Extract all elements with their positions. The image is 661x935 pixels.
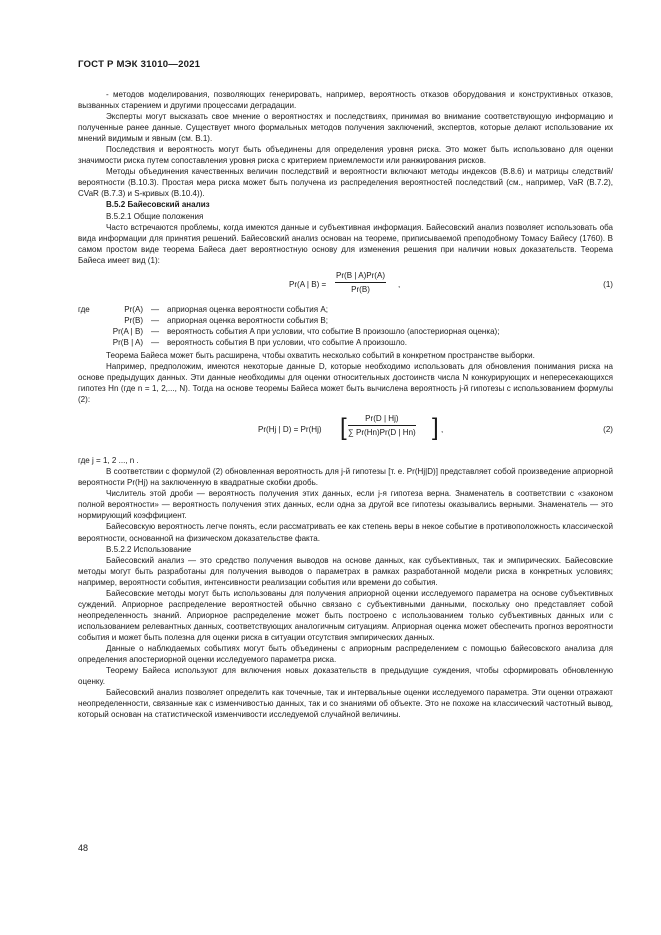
right-bracket: ]: [432, 414, 439, 442]
definition-symbol: Pr(A): [124, 304, 143, 314]
definition-text: вероятность события A при условии, что событие B произошло (апостериорная оценка);: [167, 326, 500, 336]
definition-symbol: Pr(A | B): [112, 326, 143, 336]
equation-2-fraction: [348, 413, 416, 438]
equation-2-punct: ,: [441, 425, 444, 435]
paragraph: Эксперты могут высказать свое мнение о вероятностях и последствиях, принимая во внимание соответствующую информацию и полученные ранее данные. Существует много формальных методов получения заключений, экспертов, которые делают использование их мнений видимым и явным (см. B.1).: [78, 112, 613, 144]
equation-2-lhs: Pr(Hj | D) = Pr(Hj): [258, 425, 322, 435]
subsection-heading-b521: B.5.2.1 Общие положения: [106, 211, 204, 221]
page-number: 48: [78, 843, 89, 853]
paragraph: где j = 1, 2 ..., n .: [78, 456, 139, 466]
definition-dash: —: [150, 304, 160, 314]
equation-2-number: (2): [603, 425, 613, 435]
paragraph: Последствия и вероятность могут быть объединены для определения уровня риска. Это может быть использовано для оценки значимости риска путем сопоставления уровня риска с критерием приемлемости или ранжирования рисков.: [78, 145, 613, 166]
symbol-definitions: [78, 304, 613, 348]
equation-1-numerator: Pr(B | A)Pr(A): [335, 270, 386, 283]
definition-text: априорная оценка вероятности события A;: [167, 304, 328, 314]
definition-dash: —: [150, 337, 160, 347]
definition-row: [78, 326, 613, 337]
definition-text: вероятность события B при условии, что событие A произошло.: [167, 337, 407, 347]
equation-2-numerator: Pr(D | Hj): [348, 413, 416, 426]
definition-symbol: Pr(B | A): [112, 337, 143, 347]
paragraph: Теорему Байеса используют для включения новых доказательств в предыдущие суждения, чтобы сформировать обновленную оценку.: [78, 666, 613, 687]
subsection-heading-b522: B.5.2.2 Использование: [106, 544, 192, 554]
equation-1-punct: ,: [398, 279, 401, 289]
equation-1-lhs: Pr(A | B) =: [289, 279, 327, 289]
definition-row: [78, 337, 613, 348]
paragraph: Например, предположим, имеются некоторые данные D, которые необходимо использовать для обновления понимания риска на основе предыдущих данных. Эти данные необходимы для оценки относительных достоинств числа N конкурирующих и непересекающихся гипотез Hn (где n = 1, 2,..., N). Тогда на основе теоремы Байеса может быть вычислена вероятность j-й гипотезы с использованием формулы (2):: [78, 361, 613, 405]
paragraph: Байесовский анализ — это средство получения выводов на основе данных, как субъективных, так и эмпирических. Байесовские методы могут быть разработаны для получения выводов о параметрах в рамках разработанной модели риска в конкретных условиях; например, вероятности события, интенсивности реализации события или времени до события.: [78, 555, 613, 587]
definition-dash: —: [150, 326, 160, 336]
definition-text: априорная оценка вероятности события B;: [167, 315, 328, 325]
left-bracket: [: [340, 414, 347, 442]
definition-symbol: Pr(B): [124, 315, 143, 325]
document-body: [78, 89, 613, 720]
page-header: ГОСТ Р МЭК 31010—2021: [78, 59, 201, 70]
definition-dash: —: [150, 315, 160, 325]
equation-2-denominator: ∑ Pr(Hn)Pr(D | Hn): [348, 428, 416, 438]
equation-1-number: (1): [603, 279, 613, 289]
paragraph: Байесовские методы могут быть использованы для получения априорной оценки исследуемого параметра на основе субъективных суждений. Априорное распределение вероятностей обычно связано с субъективными данными, поскольку оно представляет собой неопределенность знаний. Априорное распределение может быть построено с использованием только субъективных данных или с использованием релевантных данных, соответствующих аналогичным ситуациям. Априорная оценка может обеспечить прогноз вероятности события и может быть полезна для оценки риска в ситуации отсутствия эмпирических данных.: [78, 588, 613, 642]
paragraph: В соответствии с формулой (2) обновленная вероятность для j-й гипотезы [т. е. Pr(Hj|D)] представляет собой произведение априорной вероятности Pr(Hj) на заключенную в квадратные скобки дробь.: [78, 467, 613, 488]
paragraph: Теорема Байеса может быть расширена, чтобы охватить несколько событий в конкретном пространстве выборки.: [106, 350, 535, 360]
equation-1: [78, 269, 613, 301]
equation-1-denominator: Pr(B): [351, 284, 370, 294]
definition-row: где Pr(A) — априорная оценка вероятности события A;: [78, 304, 613, 315]
definition-row: [78, 315, 613, 326]
paragraph: Байесовскую вероятность легче понять, если рассматривать ее как степень веры в некое событие в противоположность классической вероятности, основанной на физическом доказательстве факта.: [78, 522, 613, 543]
paragraph: Байесовский анализ позволяет определить как точечные, так и интервальные оценки исследуемого параметра. Эти оценки отражают неопределенности, связанные как с изменчивостью данных, так и со знаниями об объекте. Это не похоже на классический частотный вывод, который основан на статистической изменчивости исследуемой случайной величины.: [78, 688, 613, 720]
equation-1-fraction: [335, 270, 386, 295]
paragraph: - методов моделирования, позволяющих генерировать, например, вероятность отказов оборудования и конструктивных отказов, вызванных старением и другими процессами деградации.: [78, 90, 613, 111]
paragraph: Числитель этой дроби — вероятность получения этих данных, если j-я гипотеза верна. Знаменатель в соответствии с «законом полной вероятности» — вероятность получения этих данных, если одна за другой все гипотезы оказывались верными. Знаменатель — это нормирующий коэффициент.: [78, 489, 613, 521]
paragraph: Данные о наблюдаемых событиях могут быть объединены с априорным распределением с помощью байесовского анализа для определения апостериорной оценки исследуемого параметра риска.: [78, 643, 613, 665]
paragraph: Методы объединения качественных величин последствий и вероятности включают методы индексов (B.8.6) и матрицы следствий/вероятности (B.10.3). Простая мера риска может быть получена из распределения вероятностей последствий (см., например, VaR (B.7.2), CVaR (B.7.3) и S-кривых (B.10.4)).: [78, 167, 613, 199]
paragraph: Часто встречаются проблемы, когда имеются данные и субъективная информация. Байесовский анализ позволяет использовать оба вида информации для принятия решений. Байесовский анализ основан на теореме, приписываемой преподобному Томасу Байесу (1760). В самом простом виде теорема Байеса дает вероятностную основу для изменения решения при наличии новых доказательств. Теорема Байеса имеет вид (1):: [78, 222, 613, 265]
section-heading-b52: B.5.2 Байесовский анализ: [106, 200, 210, 210]
equation-2: [78, 410, 613, 450]
